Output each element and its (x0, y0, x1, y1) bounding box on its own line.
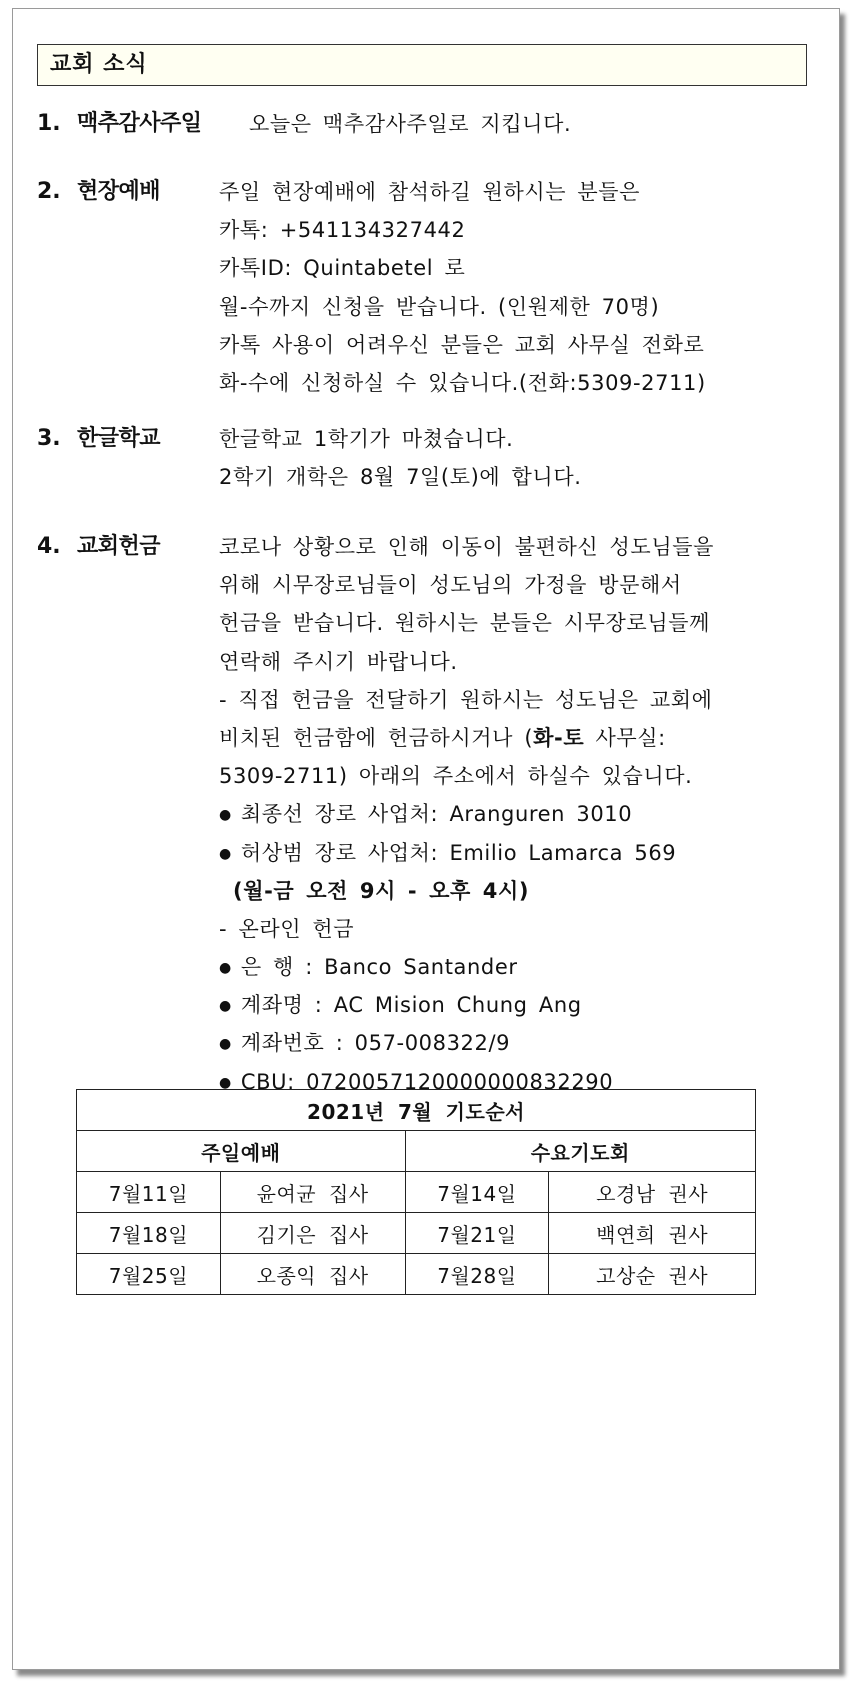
wednesday-date: 7월21일 (405, 1213, 549, 1254)
address-1: ● 최종선 장로 사업처: Aranguren 3010 (219, 795, 819, 833)
wednesday-person: 고상순 권사 (549, 1254, 756, 1295)
item-body (219, 173, 819, 402)
item-line: - 직접 헌금을 전달하기 원하시는 성도님은 교회에 (219, 687, 713, 712)
item-line: 월-수까지 신청을 받습니다. (인원제한 70명) (219, 294, 660, 319)
cbu-number: ● CBU: 0720057120000000832290 (219, 1063, 819, 1101)
sunday-date: 7월18일 (77, 1213, 221, 1254)
account-name: ● 계좌명 : AC Mision Chung Ang (219, 986, 819, 1024)
wednesday-person: 백연희 권사 (549, 1213, 756, 1254)
item-body (219, 420, 819, 496)
section-title: 교회 소식 (37, 44, 807, 86)
item-number: 1. (37, 111, 61, 136)
item-line: 카톡ID: Quintabetel 로 (219, 256, 466, 281)
table-row (77, 1172, 756, 1213)
office-days: 화-토 (533, 725, 585, 750)
item-number: 4. (37, 534, 61, 559)
item-line: 2학기 개학은 8월 7일(토)에 합니다. (219, 465, 582, 490)
item-line: 카톡 사용이 어려우신 분들은 교회 사무실 전화로 (219, 332, 705, 357)
table-row (77, 1254, 756, 1295)
item-line: 연락해 주시기 바랍니다. (219, 649, 458, 674)
table-title-row (77, 1090, 756, 1131)
item-line: 카톡: +541134327442 (219, 218, 466, 243)
item-number: 2. (37, 179, 61, 204)
item-title: 맥추감사주일 (77, 111, 202, 136)
item-line: 위해 시무장로님들이 성도님의 가정을 방문해서 (219, 573, 682, 598)
line-text: 사무실: (584, 725, 666, 750)
wednesday-date: 7월28일 (405, 1254, 549, 1295)
item-line: 코로나 상황으로 인해 이동이 불편하신 성도님들을 (219, 535, 714, 559)
prayer-schedule-table (76, 1089, 756, 1295)
table-header-row (77, 1131, 756, 1172)
wednesday-person: 오경남 권사 (549, 1172, 756, 1213)
account-number: ● 계좌번호 : 057-008322/9 (219, 1024, 819, 1062)
online-offering-label: - 온라인 헌금 (219, 916, 355, 941)
sunday-date: 7월11일 (77, 1172, 221, 1213)
item-line: 주일 현장예배에 참석하길 원하시는 분들은 (219, 180, 641, 204)
item-line: 헌금을 받습니다. 원하시는 분들은 시무장로님들께 (219, 611, 710, 636)
item-line: 5309-2711) 아래의 주소에서 하실수 있습니다. (219, 764, 693, 789)
business-hours: (월-금 오전 9시 - 오후 4시) (233, 878, 530, 903)
sunday-date: 7월25일 (77, 1254, 221, 1295)
bulletin-page (12, 8, 840, 1670)
sunday-person: 김기은 집사 (220, 1213, 405, 1254)
wednesday-date: 7월14일 (405, 1172, 549, 1213)
item-number: 3. (37, 426, 61, 451)
item-body (219, 528, 819, 1101)
item-title: 교회헌금 (77, 534, 161, 559)
sunday-person: 윤여균 집사 (220, 1172, 405, 1213)
line-text: 비치된 헌금함에 헌금하시거나 ( (219, 725, 534, 750)
sunday-person: 오종익 집사 (220, 1254, 405, 1295)
item-line (219, 719, 819, 757)
item-title: 현장예배 (77, 179, 161, 204)
column-header-wednesday: 수요기도회 (405, 1131, 756, 1172)
column-header-sunday: 주일예배 (77, 1131, 406, 1172)
address-2: ● 허상범 장로 사업처: Emilio Lamarca 569 (219, 834, 819, 872)
item-line: 화-수에 신청하실 수 있습니다.(전화:5309-2711) (219, 370, 706, 395)
item-line: 한글학교 1학기가 마쳤습니다. (219, 427, 514, 451)
table-title: 2021년 7월 기도순서 (77, 1090, 756, 1131)
item-title: 한글학교 (77, 426, 161, 451)
bank-name: ● 은 행 : Banco Santander (219, 948, 819, 986)
table-row (77, 1213, 756, 1254)
item-text: 오늘은 맥추감사주일로 지킵니다. (249, 112, 572, 136)
